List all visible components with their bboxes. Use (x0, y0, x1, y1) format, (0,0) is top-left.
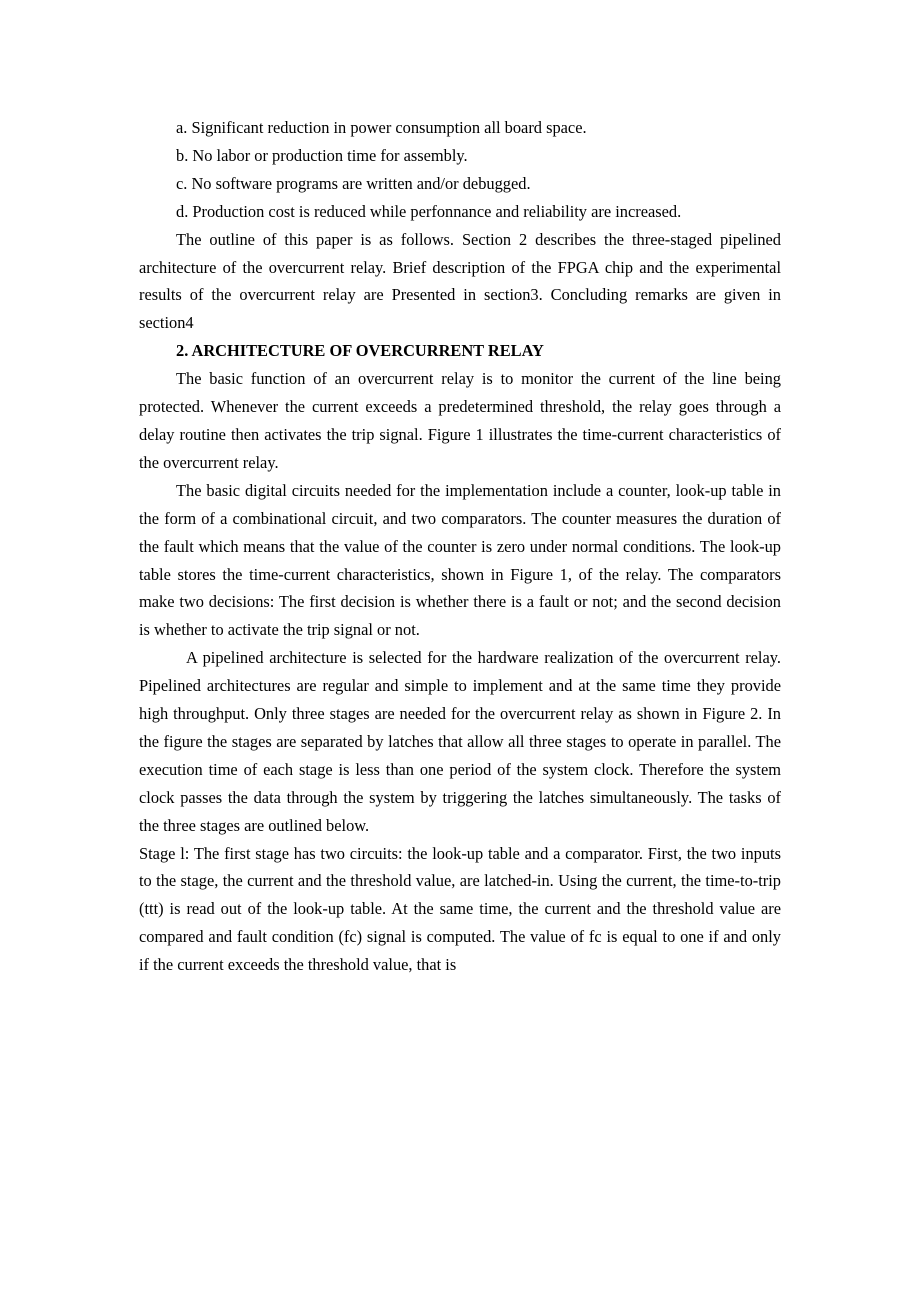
outline-paragraph: The outline of this paper is as follows. Section 2 describes the three-staged pipelined architecture of the overcurrent relay. Brief description of the FPGA chip and the experimental results of the overcurrent relay are Presented in section3. Concluding remarks are given in section4 (139, 229, 781, 333)
list-item-d: d. Production cost is reduced while perfonnance and reliability are increased. (176, 201, 682, 221)
list-item-c: c. No software programs are written and/or debugged. (176, 173, 531, 193)
digital-circuits-paragraph: The basic digital circuits needed for the implementation include a counter, look-up table in the form of a combinational circuit, and two comparators. The counter measures the duration of the fault which means that the value of the counter is zero under normal conditions. The look-up table stores the time-current characteristics, shown in Figure 1, of the relay. The comparators make two decisions: The first decision is whether there is a fault or not; and the second decision is whether to activate the trip signal or not. (139, 480, 781, 640)
pipelined-architecture-paragraph: A pipelined architecture is selected for the hardware realization of the overcurrent relay. Pipelined architectures are regular and simple to implement and at the same time they provide high throughput. Only three stages are needed for the overcurrent relay as shown in Figure 2. In the figure the stages are separated by latches that allow all three stages to operate in parallel. The execution time of each stage is less than one period of the system clock. Therefore the system clock passes the data through the system by triggering the latches simultaneously. The tasks of the three stages are outlined below. (139, 648, 781, 835)
list-item-b: b. No labor or production time for assembly. (176, 145, 468, 165)
section-heading: 2. ARCHITECTURE OF OVERCURRENT RELAY (176, 341, 544, 361)
list-item-a: a. Significant reduction in power consumption all board space. (176, 118, 587, 137)
document-page (139, 114, 781, 979)
basic-function-paragraph: The basic function of an overcurrent relay is to monitor the current of the line being protected. Whenever the current exceeds a predetermined threshold, the relay goes through a delay routine then activates the trip signal. Figure 1 illustrates the time-current characteristics of the overcurrent relay. (139, 369, 781, 472)
stage1-paragraph: Stage l: The first stage has two circuits: the look-up table and a comparator. First, the two inputs to the stage, the current and the threshold value, are latched-in. Using the current, the time-to-trip (ttt) is read out of the look-up table. At the same time, the current and the threshold value are compared and fault condition (fc) signal is computed. The value of fc is equal to one if and only if the current exceeds the threshold value, that is (139, 843, 781, 975)
